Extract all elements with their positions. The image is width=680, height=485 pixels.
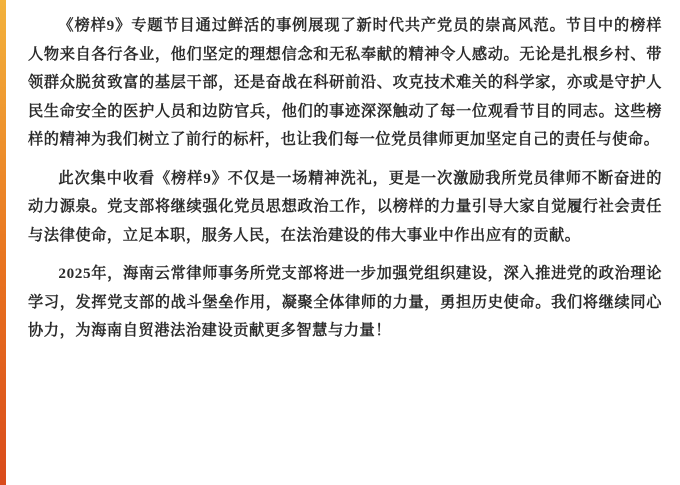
paragraph: 2025年，海南云常律师事务所党支部将进一步加强党组织建设，深入推进党的政治理论学习，发挥党支部的战斗堡垒作用，凝聚全体律师的力量，勇担历史使命。我们将继续同心协力，为海南自贸港法治建设贡献更多智慧与力量！ xyxy=(28,265,662,339)
paragraph: 此次集中收看《榜样9》不仅是一场精神洗礼，更是一次激励我所党员律师不断奋进的动力源泉。党支部将继续强化党员思想政治工作，以榜样的力量引导大家自觉履行社会责任与法律使命，立足本职，服务人民，在法治建设的伟大事业中作出应有的贡献。 xyxy=(28,169,662,244)
paragraph: 《榜样9》专题节目通过鲜活的事例展现了新时代共产党员的崇高风范。节目中的榜样人物来自各行各业，他们坚定的理想信念和无私奉献的精神令人感动。无论是扎根乡村、带领群众脱贫致富的基层干部，还是奋战在科研前沿、攻克技术难关的科学家，亦或是守护人民生命安全的医护人员和边防官兵，他们的事迹深深触动了每一位观看节目的同志。这些榜样的精神为我们树立了前行的标杆，也让我们每一位党员律师更加坚定自己的责任与使命。 xyxy=(28,17,662,148)
accent-left-rule xyxy=(0,0,6,485)
article-body xyxy=(22,12,662,346)
